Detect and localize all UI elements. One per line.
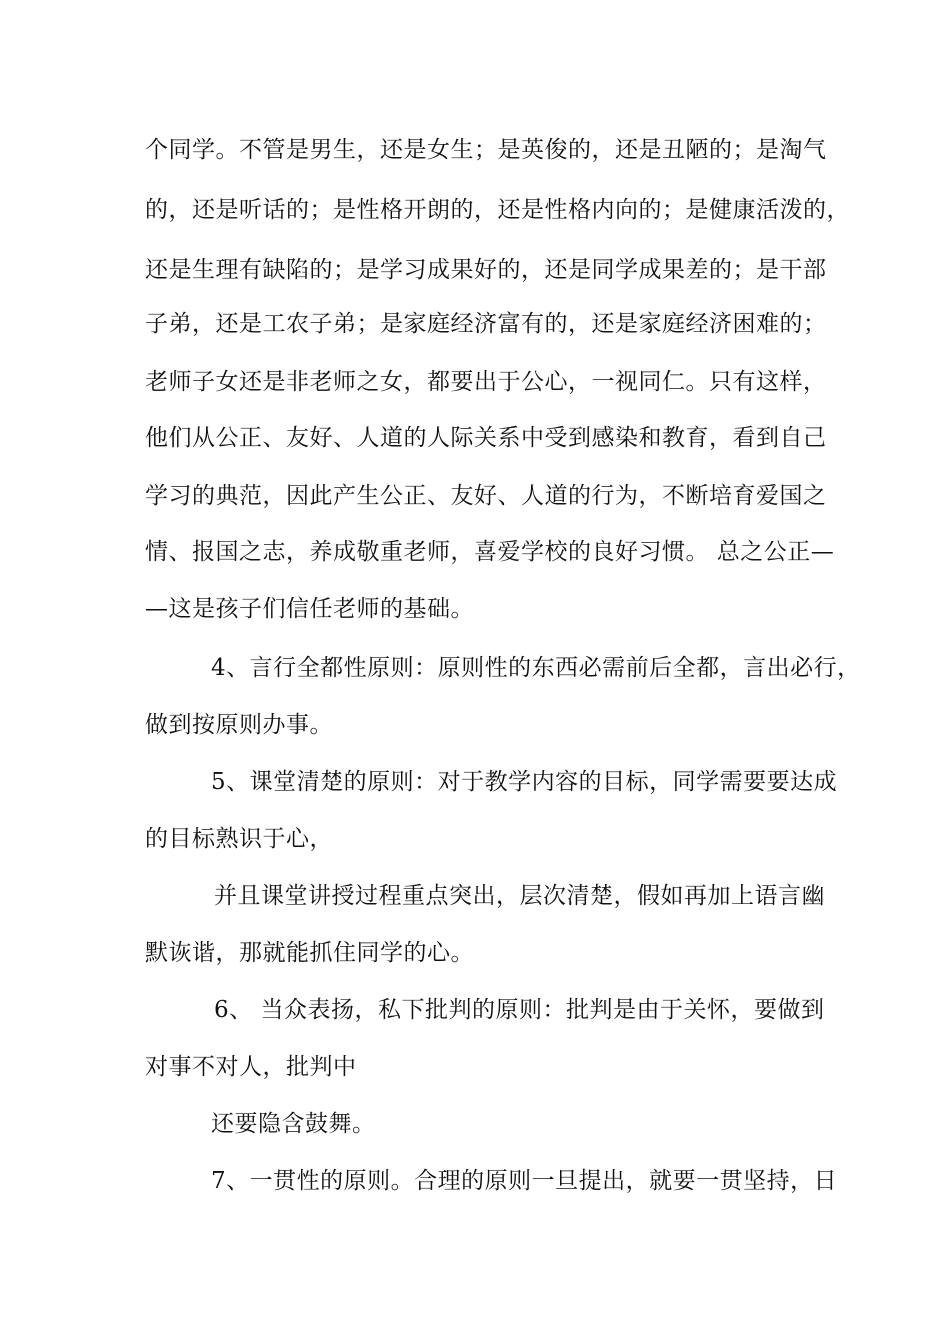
list-item-heading: 5、课堂清楚的原则：对于教学内容的目标，同学需要要达成 — [211, 769, 838, 795]
text-line: 个同学。不管是男生，还是女生；是英俊的，还是丑陋的；是淘气 — [145, 137, 827, 163]
list-item-heading: 4、言行全都性原则：原则性的东西必需前后全都，言出必行， — [211, 655, 861, 681]
text-line: 做到按原则办事。 — [145, 712, 333, 738]
text-line: 学习的典范，因此产生公正、友好、人道的行为，不断培育爱国之 — [145, 483, 827, 509]
text-line: 对事不对人，批判中 — [145, 1054, 357, 1080]
text-line: —这是孩子们信任老师的基础。 — [145, 596, 474, 622]
list-item-heading: 7、一贯性的原则。合理的原则一旦提出，就要一贯坚持，日 — [211, 1168, 838, 1194]
text-line: 他们从公正、友好、人道的人际关系中受到感染和教育，看到自己 — [145, 425, 827, 451]
list-item-heading: 6、 当众表扬，私下批判的原则：批判是由于关怀，要做到 — [214, 997, 825, 1023]
text-line: 的目标熟识于心， — [145, 826, 333, 852]
text-line: 老师子女还是非老师之女，都要出于公心，一视同仁。只有这样， — [145, 369, 827, 395]
text-line: 默诙谐，那就能抓住同学的心。 — [145, 940, 474, 966]
text-line: 还要隐含鼓舞。 — [211, 1111, 376, 1137]
text-line: 的，还是听话的；是性格开朗的，还是性格内向的；是健康活泼的， — [145, 197, 850, 223]
text-line: 还是生理有缺陷的；是学习成果好的，还是同学成果差的；是干部 — [145, 257, 827, 283]
text-line: 子弟，还是工农子弟；是家庭经济富有的，还是家庭经济困难的； — [145, 311, 827, 337]
text-line: 并且课堂讲授过程重点突出，层次清楚，假如再加上语言幽 — [214, 883, 825, 909]
text-line: 情、报国之志，养成敬重老师，喜爱学校的良好习惯。 总之公正— — [145, 539, 835, 565]
